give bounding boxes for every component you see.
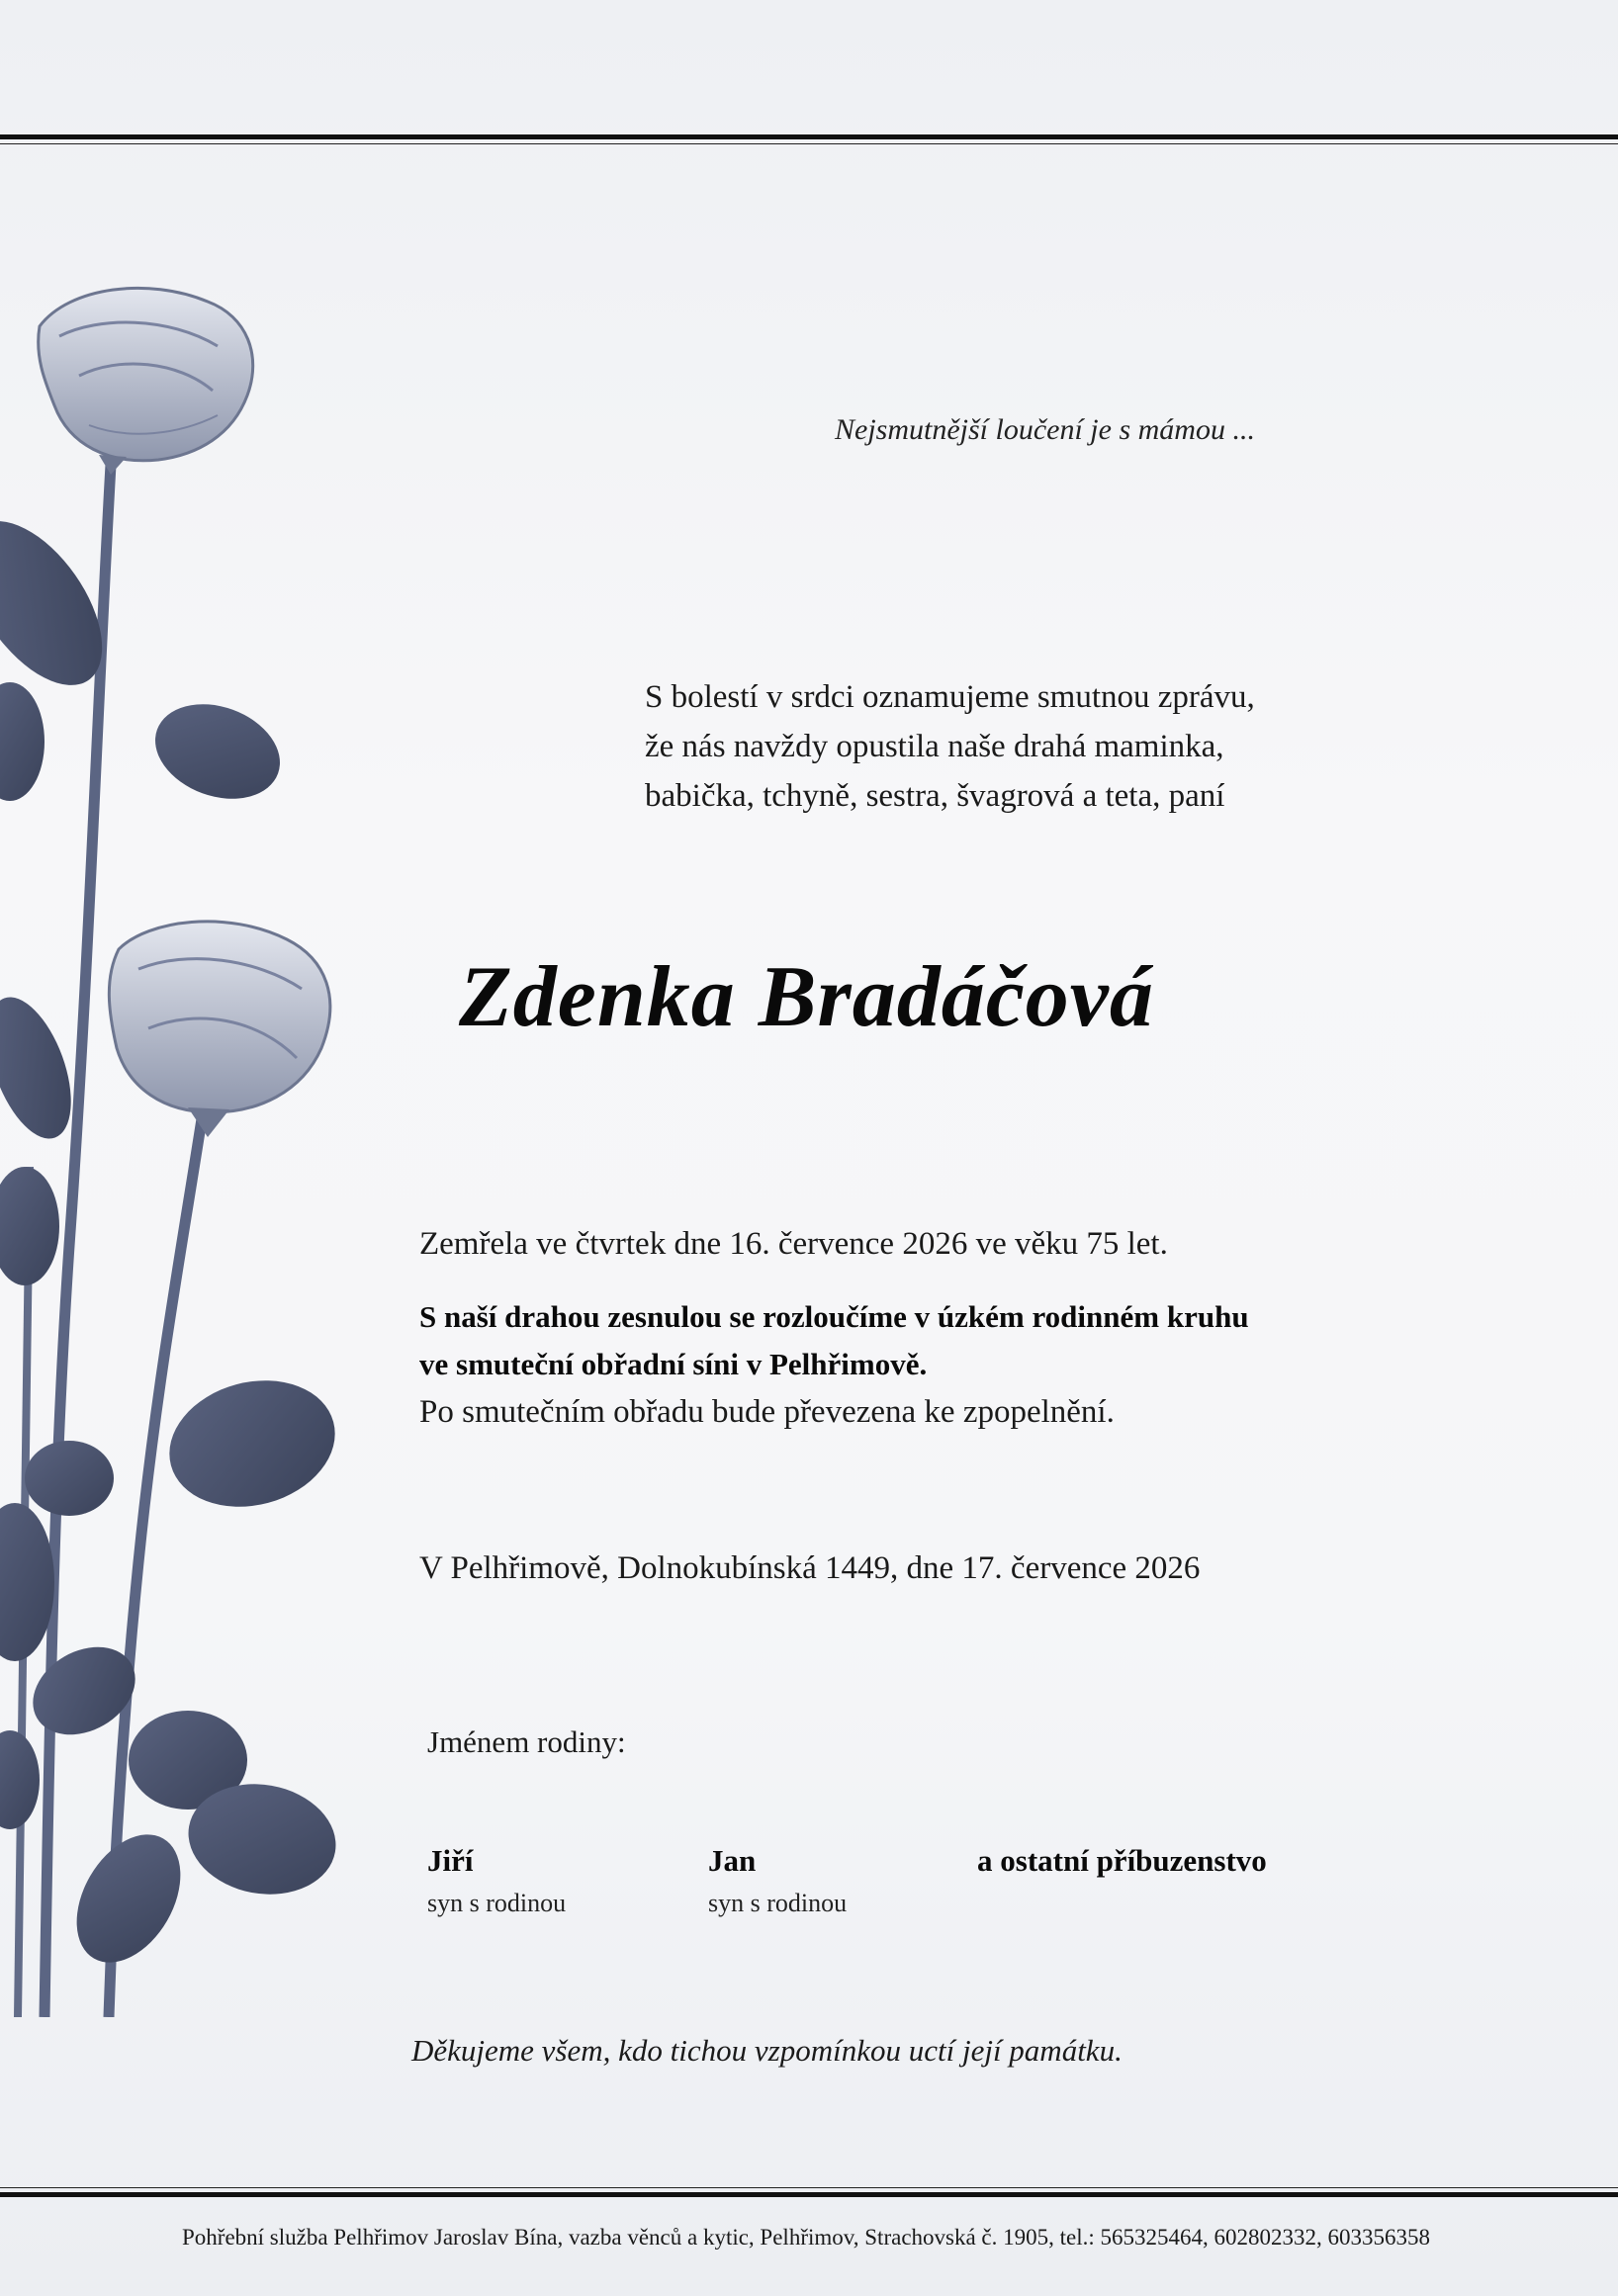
member-relation: syn s rodinou <box>427 1889 567 1917</box>
roses-illustration <box>0 277 376 2017</box>
family-label: Jménem rodiny: <box>427 1724 626 1759</box>
member-name: Jiří <box>427 1843 474 1878</box>
ceremony-line: S naší drahou zesnulou se rozloučíme v úzkém rodinném kruhu <box>419 1299 1249 1334</box>
deceased-name: Zdenka Bradáčová <box>459 949 1154 1045</box>
member-relation: syn s rodinou <box>708 1889 848 1917</box>
other-relatives: a ostatní příbuzenstvo <box>977 1843 1267 1878</box>
member-name: Jan <box>708 1843 757 1878</box>
funeral-service-footer: Pohřební služba Pelhřimov Jaroslav Bína, vazba věnců a kytic, Pelhřimov, Strachovská č. 1905, tel.: 565325464, 602802332, 603356358 <box>182 2225 1431 2250</box>
ceremony-line: Po smutečním obřadu bude převezena ke zpopelnění. <box>419 1394 1115 1430</box>
ceremony-info <box>419 1293 1249 1436</box>
place-date: V Pelhřimově, Dolnokubínská 1449, dne 17. července 2026 <box>419 1550 1201 1586</box>
announcement <box>645 672 1255 821</box>
announcement-line: babička, tchyně, sestra, švagrová a teta, paní <box>645 778 1225 814</box>
death-notice: Zemřela ve čtvrtek dne 16. července 2026 ve věku 75 let. <box>419 1226 1168 1262</box>
ceremony-line: ve smuteční obřadní síni v Pelhřimově. <box>419 1347 928 1381</box>
bottom-border-rule <box>0 2187 1618 2197</box>
family-member <box>427 1843 566 1918</box>
family-member <box>708 1843 847 1918</box>
top-border-rule <box>0 134 1618 144</box>
thanks-text: Děkujeme všem, kdo tichou vzpomínkou uctí její památku. <box>411 2033 1123 2068</box>
motto-text: Nejsmutnější loučení je s mámou ... <box>835 413 1255 446</box>
announcement-line: že nás navždy opustila naše drahá maminka, <box>645 729 1224 764</box>
announcement-line: S bolestí v srdci oznamujeme smutnou zprávu, <box>645 679 1255 715</box>
